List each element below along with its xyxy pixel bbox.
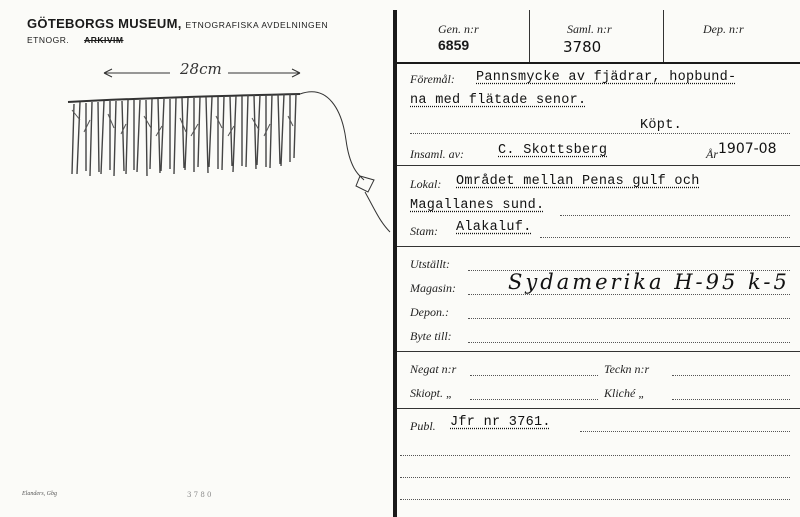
card-divider — [393, 10, 397, 517]
saml-value: 3780 — [563, 38, 602, 56]
publ-label: Publ. — [410, 419, 436, 433]
museum-name: GÖTEBORGS MUSEUM, — [27, 16, 182, 31]
utstallt-label: Utställt: — [410, 257, 451, 271]
kopt-note: Köpt. — [640, 118, 683, 133]
lokal-line1: Området mellan Penas gulf och — [456, 174, 700, 189]
lokal-line2: Magallanes sund. — [410, 198, 545, 213]
saml-label: Saml. n:r — [567, 22, 612, 36]
ar-label: År — [706, 147, 718, 161]
depon-label: Depon.: — [410, 305, 449, 319]
foremal-line1: Pannsmycke av fjädrar, hopbund- — [476, 70, 737, 85]
foremal-line2: na med flätade senor. — [410, 93, 587, 108]
etnogr-struck-text: ARKIVIM — [84, 35, 124, 45]
printer-imprint: Elanders, Gbg — [22, 491, 57, 497]
insaml-label: Insaml. av: — [410, 147, 464, 161]
byte-label: Byte till: — [410, 329, 452, 343]
pencil-note: 3 7 8 0 — [187, 491, 212, 499]
department-name: ETNOGRAFISKA AVDELNINGEN — [185, 20, 329, 30]
skiopt-label: Skiopt. „ — [410, 386, 453, 400]
feather-headband-sketch — [60, 80, 400, 240]
gen-label: Gen. n:r — [438, 22, 479, 36]
stam-value: Alakaluf. — [456, 220, 532, 235]
magasin-value: Sydamerika H-95 k-5 — [508, 270, 790, 294]
insaml-value: C. Skottsberg — [498, 143, 608, 158]
magasin-label: Magasin: — [410, 281, 456, 295]
stam-label: Stam: — [410, 224, 438, 238]
ar-value: 1907-08 — [718, 141, 777, 157]
etnogr-line — [27, 35, 124, 45]
foremal-label: Föremål: — [410, 72, 455, 86]
etnogr-label: ETNOGR. — [27, 35, 70, 45]
scale-label: 28cm — [180, 60, 222, 78]
kliche-label: Kliché „ — [604, 386, 645, 400]
publ-value: Jfr nr 3761. — [450, 415, 551, 430]
museum-header — [27, 16, 328, 31]
negat-label: Negat n:r — [410, 362, 457, 376]
lokal-label: Lokal: — [410, 177, 442, 191]
gen-value: 6859 — [438, 37, 470, 53]
dep-label: Dep. n:r — [703, 22, 744, 36]
teckn-label: Teckn n:r — [604, 362, 650, 376]
